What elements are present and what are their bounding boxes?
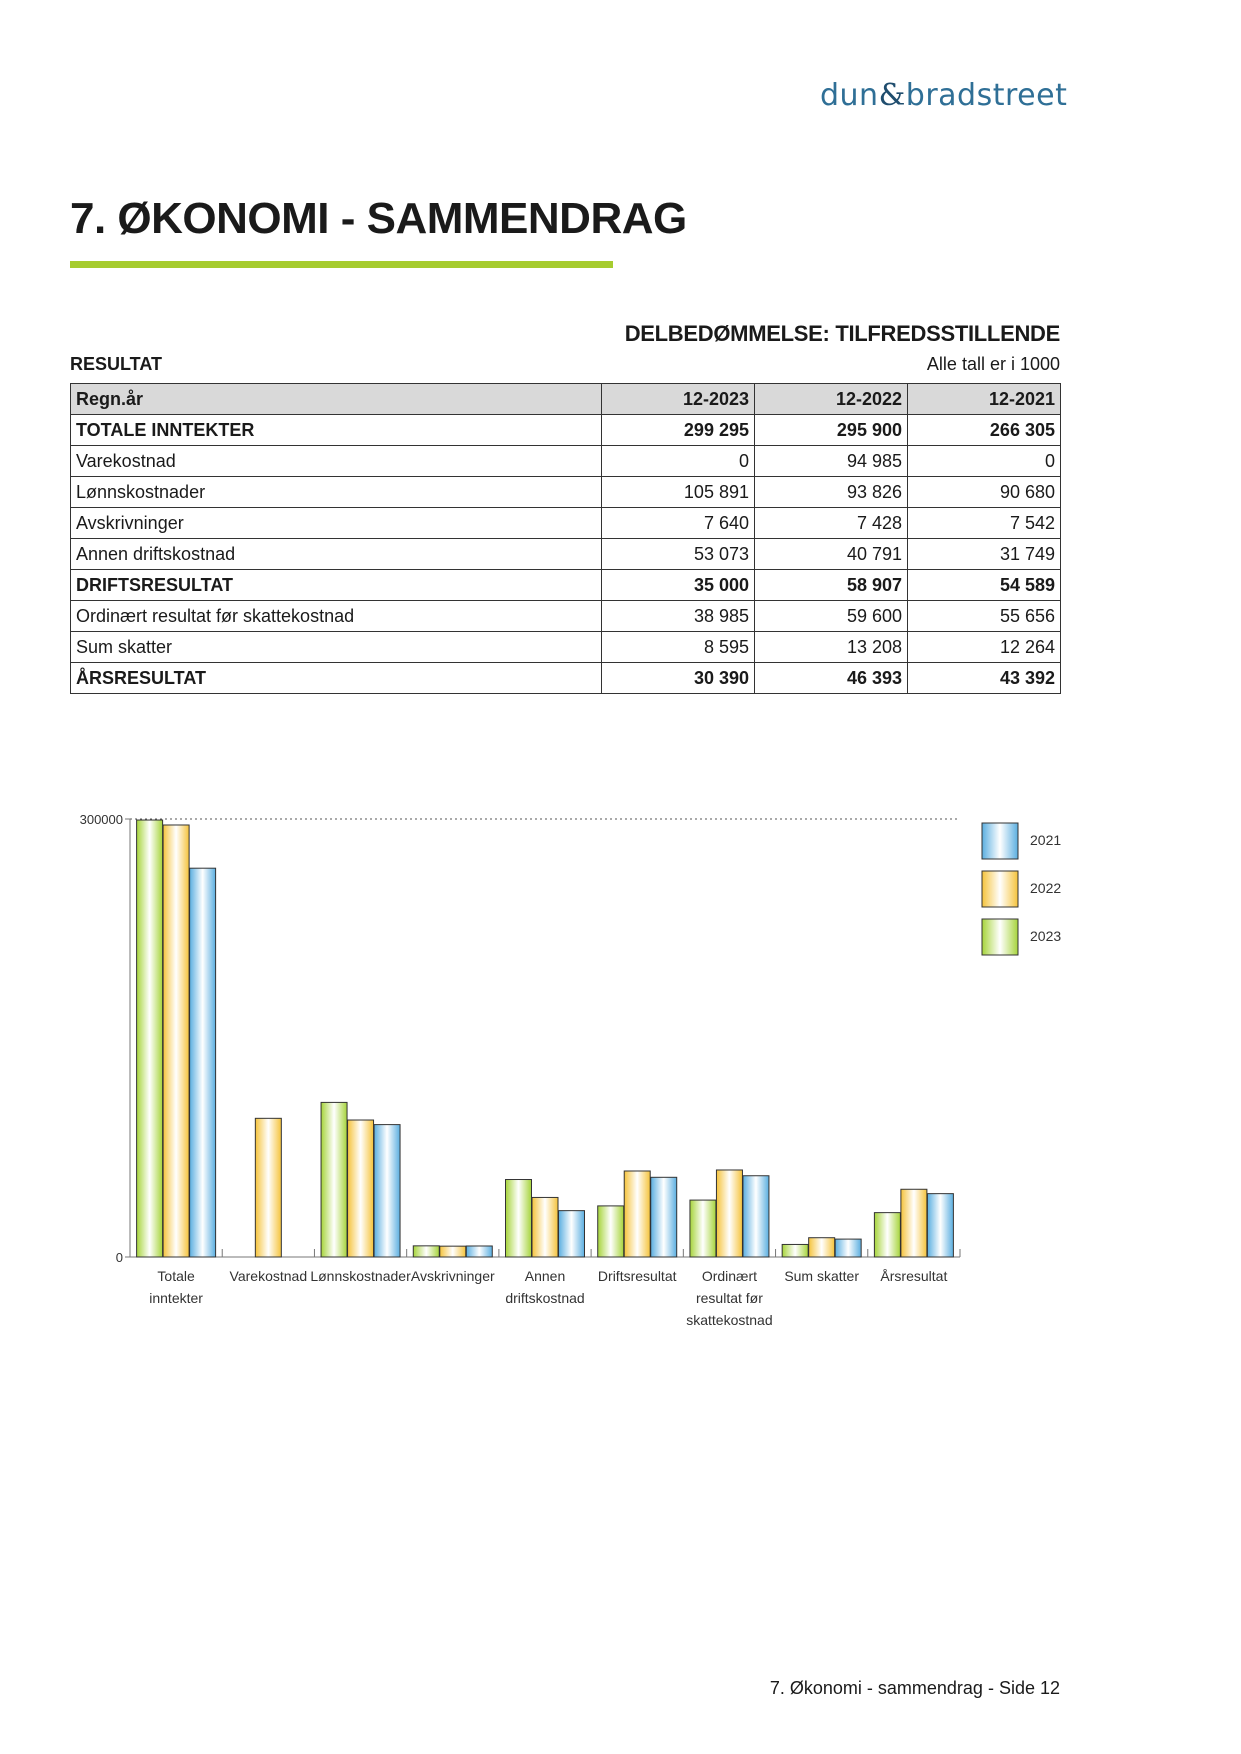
dun-bradstreet-logo [820, 78, 1068, 122]
row-label: Lønnskostnader [71, 477, 602, 508]
row-value: 94 985 [755, 446, 908, 477]
bar-2022 [348, 1120, 374, 1257]
category-label: inntekter [149, 1290, 203, 1306]
row-value: 90 680 [908, 477, 1061, 508]
bar-2021 [190, 868, 216, 1257]
row-value: 35 000 [602, 570, 755, 601]
bar-2021 [743, 1176, 769, 1257]
rating-heading: DELBEDØMMELSE: TILFREDSSTILLENDE [624, 321, 1060, 346]
legend-label: 2021 [1030, 832, 1062, 848]
column-header: 12-2022 [755, 384, 908, 415]
result-bar-chart [0, 780, 1241, 1340]
row-value: 40 791 [755, 539, 908, 570]
bar-2023 [413, 1246, 439, 1257]
table-row [71, 508, 1061, 539]
bar-2023 [690, 1200, 716, 1257]
table-row [71, 477, 1061, 508]
row-label: Varekostnad [71, 446, 602, 477]
row-label: Annen driftskostnad [71, 539, 602, 570]
bar-2021 [374, 1125, 400, 1257]
table-row [71, 570, 1061, 601]
result-table [70, 383, 1061, 694]
table-row [71, 663, 1061, 694]
y-tick-label: 0 [115, 1250, 123, 1265]
legend-label: 2023 [1030, 928, 1062, 944]
category-label: Varekostnad [229, 1268, 308, 1284]
row-value: 7 640 [602, 508, 755, 539]
bar-2023 [137, 820, 163, 1257]
section-label: RESULTAT [70, 354, 162, 374]
bar-2021 [651, 1177, 677, 1257]
table-row [71, 601, 1061, 632]
table-row [71, 632, 1061, 663]
row-value: 105 891 [602, 477, 755, 508]
bar-2023 [874, 1213, 900, 1257]
category-label: Årsresultat [880, 1268, 948, 1284]
row-value: 0 [908, 446, 1061, 477]
table-row [71, 539, 1061, 570]
row-value: 59 600 [755, 601, 908, 632]
column-header: 12-2023 [602, 384, 755, 415]
table-header-row [71, 384, 1061, 415]
bar-2022 [532, 1197, 558, 1257]
row-label: ÅRSRESULTAT [71, 663, 602, 694]
row-value: 0 [602, 446, 755, 477]
column-header: 12-2021 [908, 384, 1061, 415]
row-value: 299 295 [602, 415, 755, 446]
table-row [71, 446, 1061, 477]
y-tick-label: 300000 [79, 812, 123, 827]
category-label: resultat før [695, 1290, 763, 1306]
page-title: 7. ØKONOMI - SAMMENDRAG [70, 194, 687, 243]
row-value: 12 264 [908, 632, 1061, 663]
category-label: Sum skatter [784, 1268, 860, 1284]
column-header: Regn.år [71, 384, 602, 415]
legend-swatch [982, 919, 1018, 955]
row-value: 46 393 [755, 663, 908, 694]
row-value: 7 542 [908, 508, 1061, 539]
row-label: TOTALE INNTEKTER [71, 415, 602, 446]
row-label: Ordinært resultat før skattekostnad [71, 601, 602, 632]
row-value: 43 392 [908, 663, 1061, 694]
row-value: 53 073 [602, 539, 755, 570]
bar-2022 [901, 1189, 927, 1257]
bar-2023 [321, 1102, 347, 1257]
bar-2023 [598, 1206, 624, 1257]
row-value: 58 907 [755, 570, 908, 601]
row-value: 30 390 [602, 663, 755, 694]
logo-ampersand: & [878, 78, 906, 113]
row-value: 13 208 [755, 632, 908, 663]
category-label: Totale [157, 1268, 195, 1284]
row-value: 54 589 [908, 570, 1061, 601]
category-label: Annen [524, 1268, 566, 1284]
page-footer: 7. Økonomi - sammendrag - Side 12 [769, 1678, 1060, 1698]
bar-2023 [506, 1180, 532, 1257]
bar-2022 [255, 1118, 281, 1257]
category-label: Lønnskostnader [310, 1268, 411, 1284]
table-body [71, 415, 1061, 694]
bar-2021 [559, 1211, 585, 1257]
legend-swatch [982, 823, 1018, 859]
row-label: Avskrivninger [71, 508, 602, 539]
category-label: driftskostnad [505, 1290, 585, 1306]
legend-swatch [982, 871, 1018, 907]
row-label: DRIFTSRESULTAT [71, 570, 602, 601]
row-value: 93 826 [755, 477, 908, 508]
row-value: 295 900 [755, 415, 908, 446]
units-note: Alle tall er i 1000 [926, 354, 1060, 374]
logo-text-left: dun [820, 78, 879, 113]
bar-2022 [440, 1246, 466, 1257]
bar-2022 [163, 825, 189, 1257]
row-value: 8 595 [602, 632, 755, 663]
category-label: Avskrivninger [410, 1268, 495, 1284]
bar-2022 [809, 1238, 835, 1257]
category-label: Driftsresultat [597, 1268, 677, 1284]
row-value: 266 305 [908, 415, 1061, 446]
row-value: 31 749 [908, 539, 1061, 570]
table-row [71, 415, 1061, 446]
title-underline [70, 261, 613, 268]
bar-2023 [782, 1244, 808, 1257]
row-value: 55 656 [908, 601, 1061, 632]
bar-2022 [624, 1171, 650, 1257]
legend-label: 2022 [1030, 880, 1062, 896]
bar-2022 [716, 1170, 742, 1257]
row-value: 38 985 [602, 601, 755, 632]
row-label: Sum skatter [71, 632, 602, 663]
bar-2021 [835, 1239, 861, 1257]
category-label: skattekostnad [686, 1312, 773, 1328]
bar-2021 [927, 1194, 953, 1257]
logo-text-right: bradstreet [905, 78, 1068, 113]
row-value: 7 428 [755, 508, 908, 539]
bar-2021 [466, 1246, 492, 1257]
category-label: Ordinært [701, 1268, 758, 1284]
